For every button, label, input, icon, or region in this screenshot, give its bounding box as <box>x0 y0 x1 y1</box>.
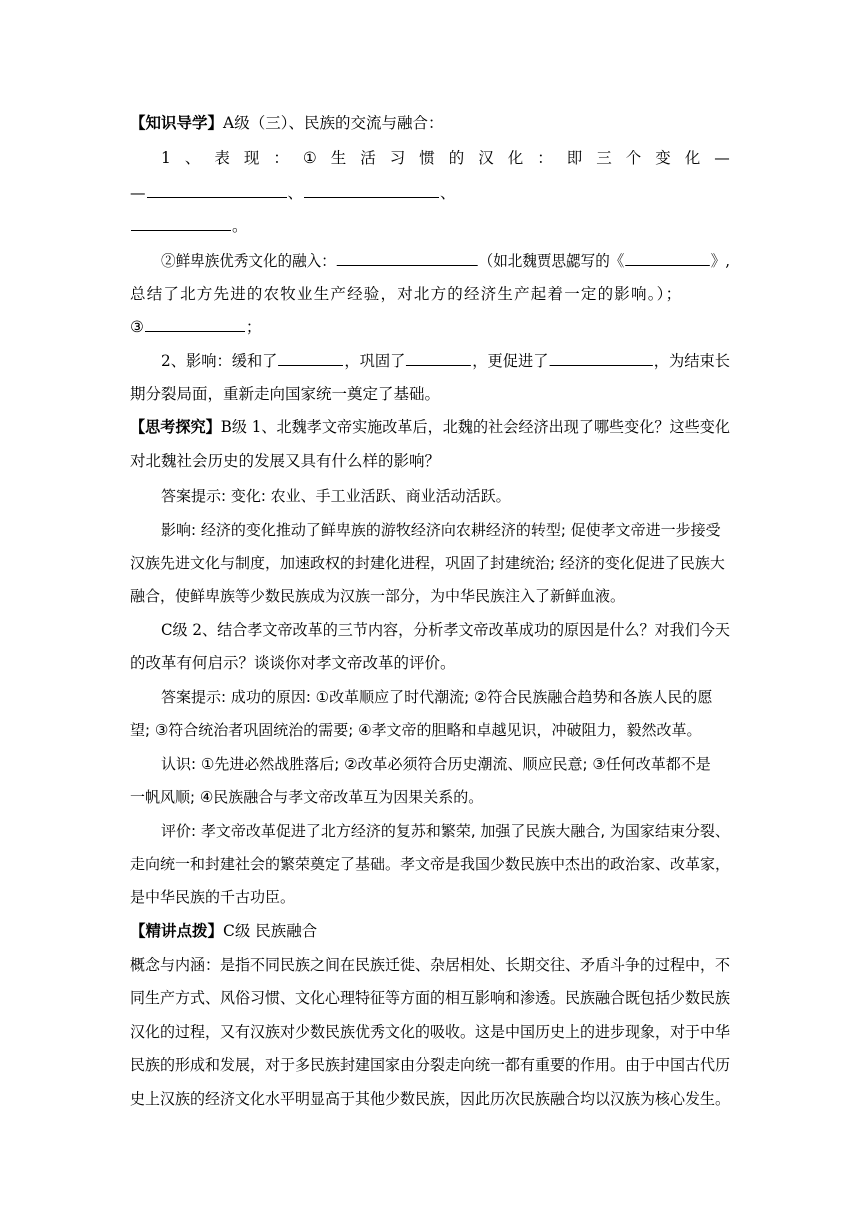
performance-line-2 <box>130 183 730 203</box>
performance-char: 生 <box>330 149 347 167</box>
performance-char: 汉 <box>478 149 494 167</box>
answer-blank-item-3[interactable] <box>145 317 245 332</box>
item-3-marker: ③ <box>130 318 144 336</box>
item-3-line <box>130 317 730 337</box>
answer-2-text: 评价: 孝文帝改革促进了北方经济的复苏和繁荣, 加强了民族大融合, 为国家结束分裂、 <box>161 822 730 840</box>
performance-char: 即 <box>566 149 583 167</box>
answer-2-line-2 <box>130 720 730 740</box>
influence-text: 2、影响：缓和了 <box>161 352 278 370</box>
question-2-line-2 <box>130 653 730 673</box>
answer-2-text: 是中华民族的千古功臣。 <box>130 888 296 906</box>
performance-char: 三 <box>596 149 612 167</box>
lecture-line-5 <box>130 1089 730 1109</box>
jia-sixie-text: （如北魏贾思勰写的《 <box>478 252 625 270</box>
answer-blank-change-3[interactable] <box>131 216 231 231</box>
performance-char: 惯 <box>419 149 435 167</box>
lecture-tag: 【精讲点拨】 <box>130 921 224 940</box>
knowledge-tag: 【知识导学】 <box>130 113 224 132</box>
answer-blank-change-2[interactable] <box>304 183 439 198</box>
performance-char: 习 <box>389 149 406 167</box>
answer-blank-eased[interactable] <box>278 351 343 366</box>
separator-text: 、 <box>440 184 456 202</box>
performance-char: 化 <box>684 149 701 167</box>
answer-1-text: 融合，使鲜卑族等少数民族成为汉族一部分，为中华民族注入了新鲜血液。 <box>130 587 626 605</box>
separator-text: 、 <box>287 184 304 202</box>
performance-char: ① <box>302 149 317 167</box>
performance-char: 活 <box>360 149 376 167</box>
question-2-text: C级 2、结合孝文帝改革的三节内容，分析孝文帝改革成功的原因是什么？对我们今天 <box>161 621 730 639</box>
explore-tag: 【思考探究】 <box>130 417 221 436</box>
answer-blank-change-1[interactable] <box>147 183 287 198</box>
lecture-heading-line <box>130 921 730 941</box>
answer-2-line-5 <box>161 821 730 841</box>
answer-2-text: 望; ③符合统治者巩固统治的需要; ④孝文帝的胆略和卓越见识，冲破阻力，毅然改革。 <box>130 721 702 739</box>
book-close-text: 》, <box>710 252 730 270</box>
lecture-text: 史上汉族的经济文化水平明显高于其他少数民族，因此历次民族融合均以汉族为核心发生。 <box>130 1090 730 1108</box>
lecture-text: 汉化的过程，又有汉族对少数民族优秀文化的吸收。这是中国历史上的进步现象，对于中华 <box>130 1023 730 1041</box>
influence-text: ，巩固了 <box>344 352 406 370</box>
semicolon-text: ； <box>245 318 262 336</box>
answer-blank-consolidated[interactable] <box>406 351 471 366</box>
question-2-line-1 <box>161 620 730 640</box>
answer-2-text: 一帆风顺; ④民族融合与孝文帝改革互为因果关系的。 <box>130 788 484 806</box>
answer-1-line-1 <box>161 486 730 506</box>
answer-1-text: 答案提示: 变化: 农业、手工业活跃、商业活动活跃。 <box>161 487 511 505</box>
answer-2-line-3 <box>161 754 730 774</box>
influence-text: ，更促进了 <box>472 352 549 370</box>
period-text: 。 <box>232 217 248 235</box>
answer-2-line-7 <box>130 887 730 907</box>
answer-blank-promoted[interactable] <box>549 351 652 366</box>
influence-line-1 <box>161 351 730 371</box>
performance-line-1 <box>161 148 730 168</box>
performance-char: 化 <box>507 149 524 167</box>
knowledge-heading-line <box>130 113 730 133</box>
performance-char: 1 <box>161 149 171 167</box>
answer-2-text: 认识: ①先进必然战胜落后; ②改革必须符合历史潮流、顺应民意; ③任何改革都不是 <box>161 755 711 773</box>
influence-line-2 <box>130 384 730 404</box>
lecture-text: 同生产方式、风俗习惯、文化心理特征等方面的相互影响和渗透。民族融合既包括少数民族 <box>130 989 730 1007</box>
lecture-line-4 <box>130 1055 730 1075</box>
influence-text: 期分裂局面，重新走向国家统一奠定了基础。 <box>130 385 441 403</box>
performance-line-3 <box>130 216 730 236</box>
lecture-line-3 <box>130 1022 730 1042</box>
answer-2-line-6 <box>130 854 730 874</box>
lecture-line-2 <box>130 988 730 1008</box>
performance-char: 现 <box>243 149 260 167</box>
answer-1-line-2 <box>161 520 730 540</box>
xianbei-culture-line-1 <box>161 251 730 271</box>
performance-char: 变 <box>655 149 671 167</box>
question-2-text: 的改革有何启示？谈谈你对孝文帝改革的评价。 <box>130 654 456 672</box>
question-1-text: B级 1、北魏孝文帝实施改革后，北魏的社会经济出现了哪些变化？这些变化 <box>220 418 730 436</box>
lecture-line-1 <box>130 955 730 975</box>
explore-question-1-line-1 <box>130 417 730 437</box>
answer-2-text: 答案提示: 成功的原因: ①改革顺应了时代潮流; ②符合民族融合趋势和各族人民的愿 <box>161 688 713 706</box>
performance-char: 、 <box>184 149 201 167</box>
answer-1-text: 影响: 经济的变化推动了鲜卑族的游牧经济向农耕经济的转型; 促使孝文帝进一步接受 <box>161 521 721 539</box>
lecture-heading: C级 民族融合 <box>223 922 318 940</box>
xianbei-culture-line-2 <box>130 284 730 304</box>
answer-2-line-4 <box>130 787 730 807</box>
xianbei-culture-text: ②鲜卑族优秀文化的融入： <box>161 252 336 270</box>
answer-2-line-1 <box>161 687 730 707</box>
agriculture-summary-text: 总结了北方先进的农牧业生产经验，对北方的经济生产起着一定的影响。）； <box>130 285 683 303</box>
answer-1-line-3 <box>130 553 730 573</box>
lecture-text: 民族的形成和发展，对于多民族封建国家由分裂走向统一都有重要的作用。由于中国古代历 <box>130 1056 730 1074</box>
answer-1-line-4 <box>130 586 730 606</box>
performance-char: 的 <box>448 149 465 167</box>
performance-char: ： <box>537 149 553 167</box>
lecture-text: 概念与内涵：是指不同民族之间在民族迁徙、杂居相处、长期交往、矛盾斗争的过程中，不 <box>130 956 730 974</box>
answer-2-text: 走向统一和封建社会的繁荣奠定了基础。孝文帝是我国少数民族中杰出的政治家、改革家， <box>130 855 730 873</box>
answer-blank-book-title[interactable] <box>625 251 710 266</box>
explore-question-1-line-2 <box>130 451 730 471</box>
performance-char: ： <box>273 149 289 167</box>
knowledge-heading: A级（三）、民族的交流与融合： <box>223 114 444 132</box>
answer-blank-xianbei[interactable] <box>337 251 478 266</box>
answer-1-text: 汉族先进文化与制度，加速政权的封建化进程，巩固了封建统治; 经济的变化促进了民族大 <box>130 554 725 572</box>
question-1-text: 对北魏社会历史的发展又具有什么样的影响？ <box>130 452 441 470</box>
performance-char: 表 <box>214 149 230 167</box>
dash-text: — <box>130 184 146 202</box>
performance-char: — <box>714 149 730 167</box>
influence-text: ，为结束长 <box>653 352 730 370</box>
performance-char: 个 <box>625 149 642 167</box>
